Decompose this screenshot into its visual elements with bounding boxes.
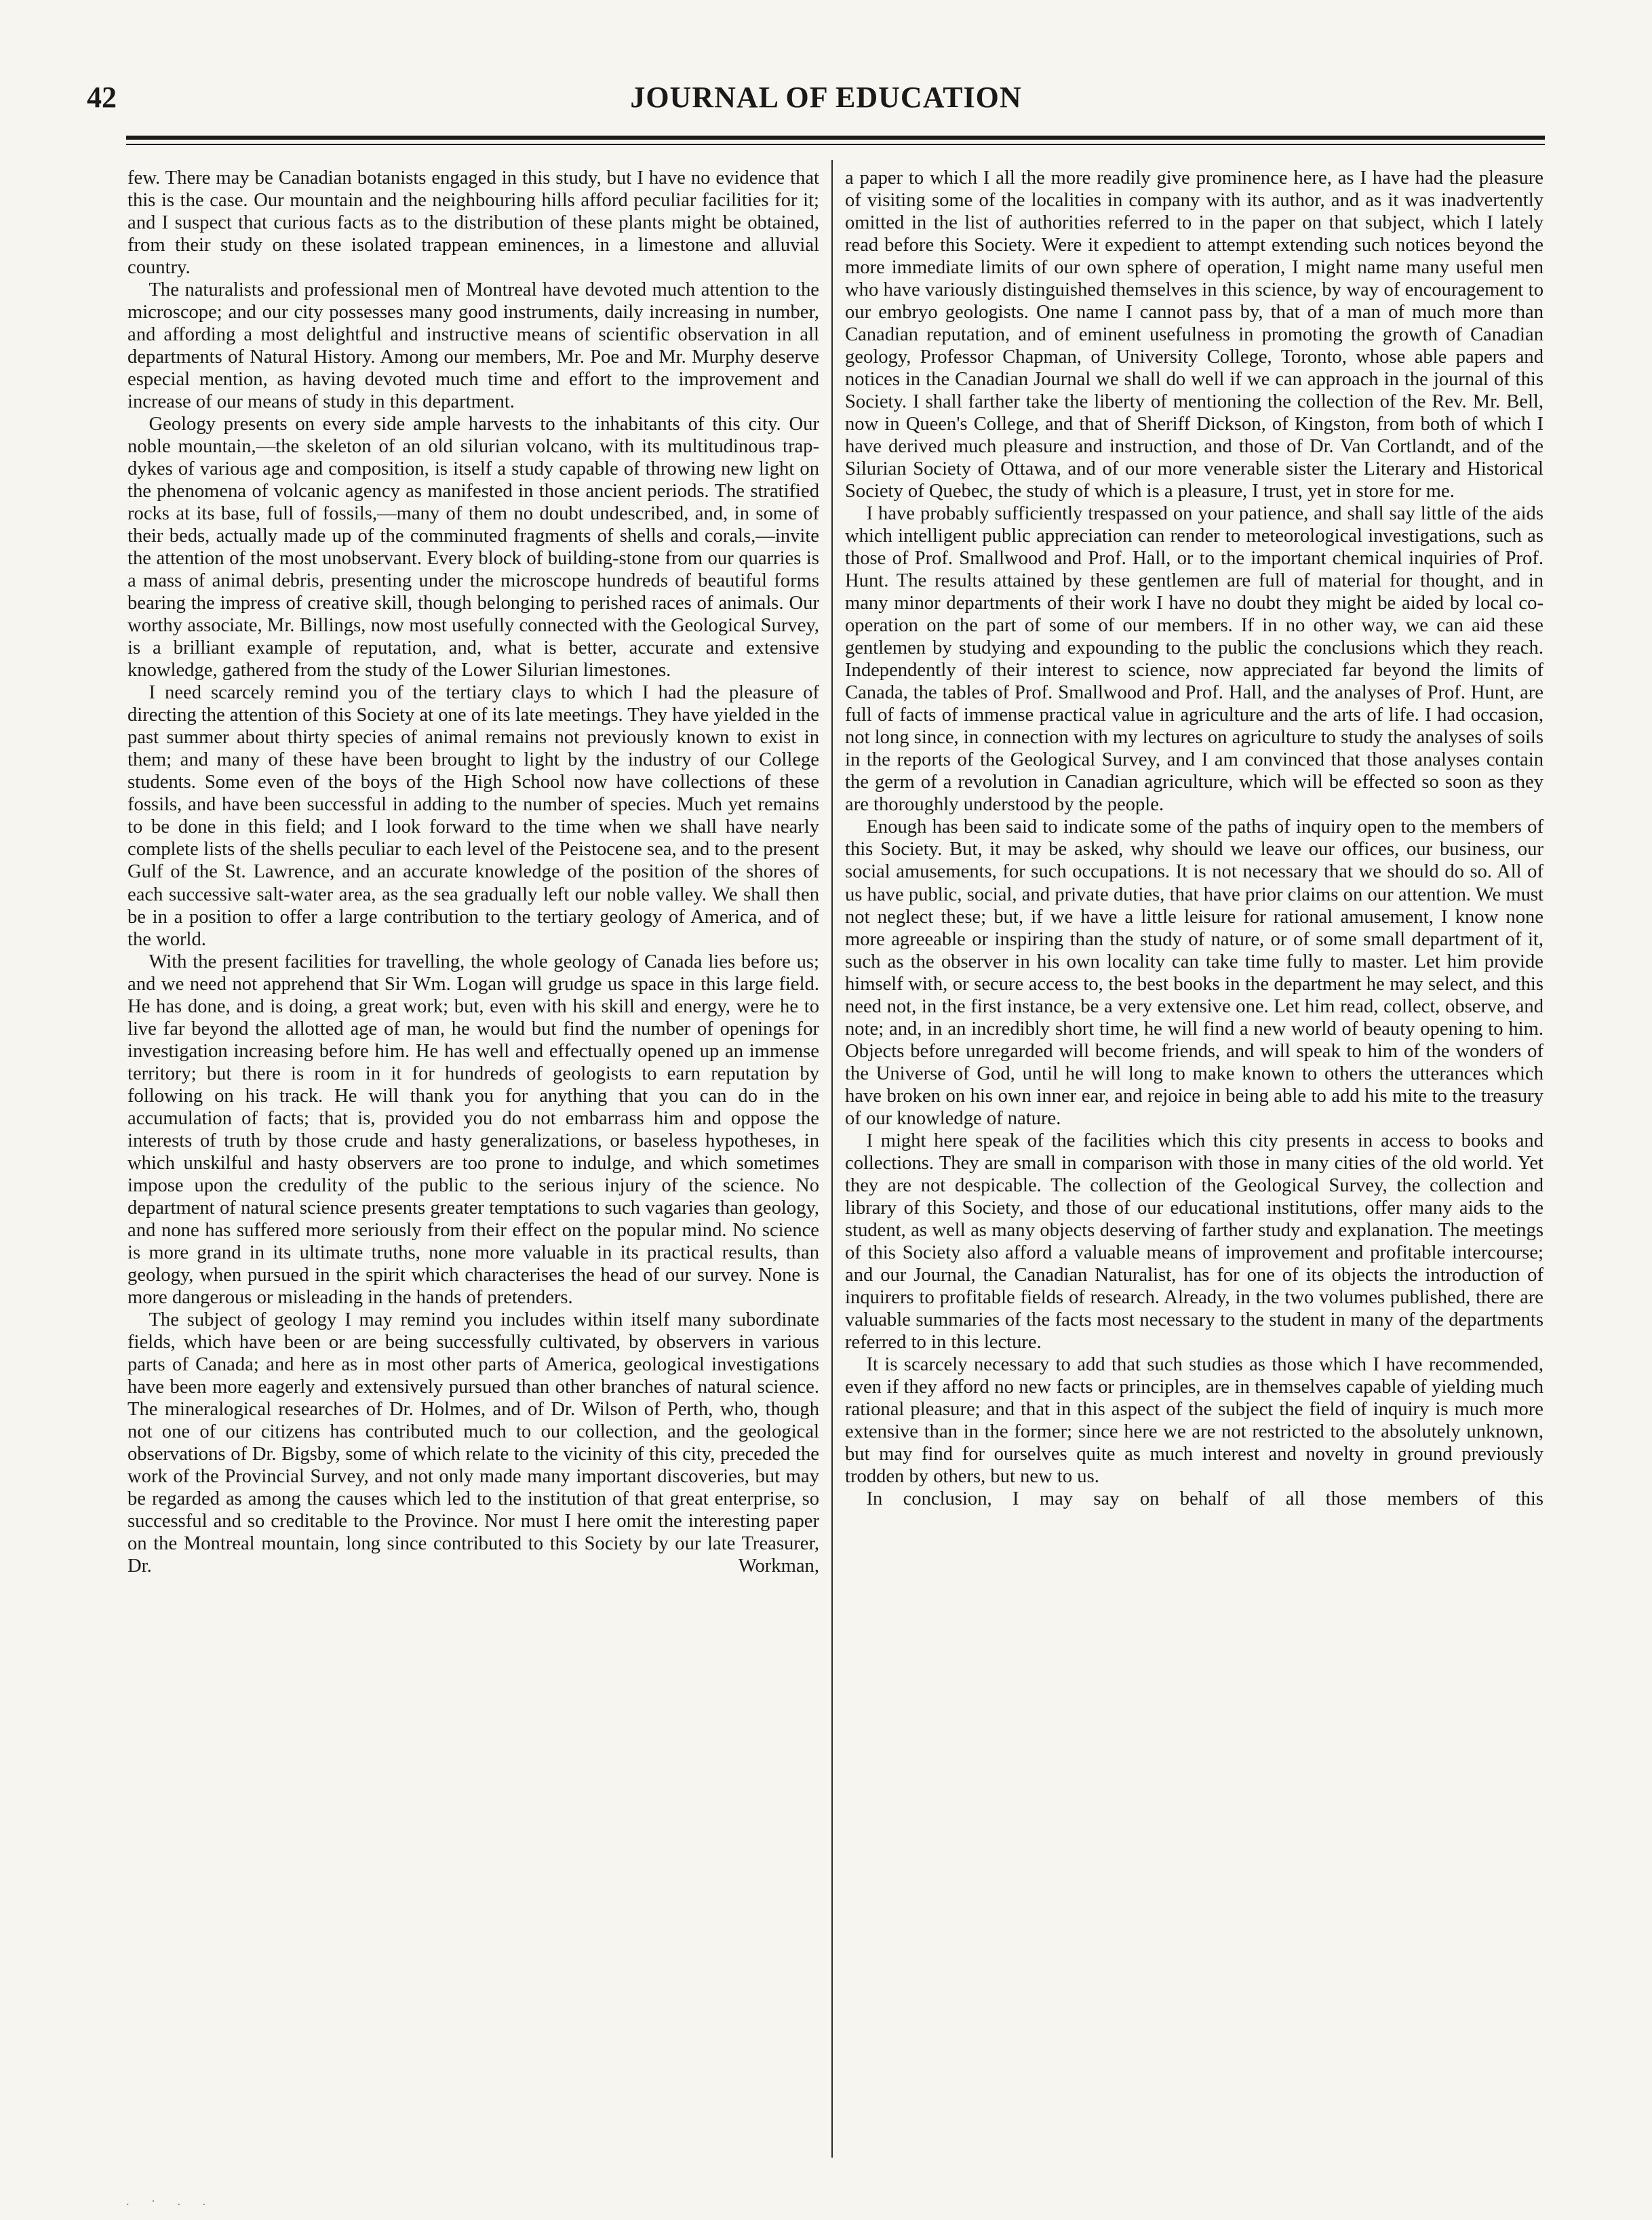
right-column: [845, 167, 1543, 2175]
header-rule-thin: [126, 144, 1545, 145]
paragraph: The naturalists and professional men of Montreal have devoted much attention to the microscope; and our city possesses many good instruments, daily increasing in number, and affording a most delightful and instructive means of scientific observation in all departments of Natural History. Among our members, Mr. Poe and Mr. Murphy deserve especial mention, as having devoted much time and effort to the improvement and increase of our means of study in this department.: [127, 279, 819, 413]
running-head-title: JOURNAL OF EDUCATION: [630, 81, 1022, 114]
paragraph: I have probably sufficiently trespassed on your patience, and shall say little of the aids which intelligent public appreciation can render to meteorological investigations, such as those of Prof. Smallwood and Prof. Hall, or to the important chemical inquiries of Prof. Hunt. The results attained by these gentlemen are full of material for thought, and in many minor departments of their work I have no doubt they might be aided by local co-operation on the part of some of our members. If in no other way, we can aid these gentlemen by studying and expounding to the public the conclusions which they reach. Independently of their interest to science, now appreciated far beyond the limits of Canada, the tables of Prof. Smallwood and Prof. Hall, and the analyses of Prof. Hunt, are full of facts of immense practical value in agriculture and the arts of life. I had occasion, not long since, in connection with my lectures on agriculture to study the analyses of soils in the reports of the Geological Survey, and I am convinced that those analyses contain the germ of a revolution in Canadian agriculture, which will be effected so soon as they are thoroughly understood by the people.: [845, 503, 1543, 816]
paragraph: few. There may be Canadian botanists engaged in this study, but I have no evidence that this is the case. Our mountain and the neighbouring hills afford peculiar facilities for it; and I suspect that curious facts as to the distribution of these plants might be obtained, from their study on these isolated trappean eminences, in a limestone and alluvial country.: [127, 167, 819, 279]
footer-print-marks: . · . .: [126, 2194, 215, 2208]
column-divider: [831, 160, 833, 2158]
paragraph: I need scarcely remind you of the tertiary clays to which I had the pleasure of directing the attention of this Society at one of its late meetings. They have yielded in the past summer about thirty species of animal remains not previously known to exist in them; and many of these have been brought to light by the industry of our College students. Some even of the boys of the High School now have collections of these fossils, and have been successful in adding to the number of species. Much yet remains to be done in this field; and I look forward to the time when we shall have nearly complete lists of the shells peculiar to each level of the Peistocene sea, and to the present Gulf of the St. Lawrence, and an accurate knowledge of the position of the shores of each successive salt-water area, as the sea gradually left our noble valley. We shall then be in a position to offer a large contribution to the tertiary geology of America, and of the world.: [127, 682, 819, 950]
paragraph: Geology presents on every side ample harvests to the inhabitants of this city. Our noble mountain,—the skeleton of an old silurian volcano, with its multitudinous trap-dykes of various age and composition, is itself a study capable of throwing new light on the phenomena of volcanic agency as manifested in those ancient periods. The stratified rocks at its base, full of fossils,—many of them no doubt undescribed, and, in some of their beds, actually made up of the comminuted fragments of shells and corals,—invite the attention of the most unobservant. Every block of building-stone from our quarries is a mass of animal debris, presenting under the microscope hundreds of beautiful forms bearing the impress of creative skill, though belonging to perished races of animals. Our worthy associate, Mr. Billings, now most usefully connected with the Geological Survey, is a brilliant example of reputation, and, what is better, accurate and extensive knowledge, gathered from the study of the Lower Silurian limestones.: [127, 414, 819, 681]
paragraph: I might here speak of the facilities which this city presents in access to books and collections. They are small in comparison with those in many cities of the old world. Yet they are not despicable. The collection of the Geological Survey, the collection and library of this Society, and those of our educational institutions, offer many aids to the student, as well as many objects deserving of farther study and explanation. The meetings of this Society also afford a valuable means of improvement and profitable intercourse; and our Journal, the Canadian Naturalist, has for one of its objects the introduction of inquirers to profitable fields of research. Already, in the two volumes published, there are valuable summaries of the facts most necessary to the student in many of the departments referred to in this lecture.: [845, 1130, 1543, 1353]
paragraph: a paper to which I all the more readily give prominence here, as I have had the pleasure of visiting some of the localities in company with its author, and as it was inadvertently omitted in the list of authorities referred to in the paper on that subject, which I lately read before this Society. Were it expedient to attempt extending such notices beyond the more immediate limits of our own sphere of operation, I might name many useful men who have variously distinguished themselves in this science, by way of encouragement to our embryo geologists. One name I cannot pass by, that of a man of much more than Canadian reputation, and of eminent usefulness in promoting the growth of Canadian geology, Professor Chapman, of University College, Toronto, whose able papers and notices in the Canadian Journal we shall do well if we can approach in the journal of this Society. I shall farther take the liberty of mentioning the collection of the Rev. Mr. Bell, now in Queen's College, and that of Sheriff Dickson, of Kingston, from both of which I have derived much pleasure and instruction, and those of Dr. Van Cortlandt, and of the Silurian Society of Ottawa, and of our more venerable sister the Literary and Historical Society of Quebec, the study of which is a pleasure, I trust, yet in store for me.: [845, 167, 1543, 502]
page-number: 42: [87, 81, 117, 114]
paragraph: The subject of geology I may remind you includes within itself many subordinate fields, which have been or are being successfully cultivated, by observers in various parts of Canada; and here as in most other parts of America, geological investigations have been more eagerly and extensively pursued than other branches of natural science. The mineralogical researches of Dr. Holmes, and of Dr. Wilson of Perth, who, though not one of our citizens has contributed much to our collection, and the geological observations of Dr. Bigsby, some of which relate to the vicinity of this city, preceded the work of the Provincial Survey, and not only made many important discoveries, but may be regarded as among the causes which led to the institution of that great enterprise, so successful and so creditable to the Province. Nor must I here omit the interesting paper on the Montreal mountain, long since contributed to this Society by our late Treasurer, Dr. Workman,: [127, 1309, 819, 1577]
paragraph: With the present facilities for travelling, the whole geology of Canada lies before us; and we need not apprehend that Sir Wm. Logan will grudge us space in this large field. He has done, and is doing, a great work; but, even with his skill and energy, were he to live far beyond the allotted age of man, he would but find the number of openings for investigation increasing before him. He has well and effectually opened up an immense territory; but there is room in it for hundreds of geologists to earn reputation by following on his track. He will thank you for anything that you can do in the accumulation of facts; that is, provided you do not embarrass him and oppose the interests of truth by those crude and hasty generalizations, or baseless hypotheses, in which unskilful and hasty observers are too prone to indulge, and which sometimes impose upon the credulity of the public to the serious injury of the science. No department of natural science presents greater temptations to such vagaries than geology, and none has suffered more seriously from their effect on the popular mind. No science is more grand in its ultimate truths, none more valuable in its practical results, than geology, when pursued in the spirit which characterises the head of our survey. None is more dangerous or misleading in the hands of pretenders.: [127, 951, 819, 1308]
paragraph: It is scarcely necessary to add that such studies as those which I have recommended, even if they afford no new facts or principles, are in themselves capable of yielding much rational pleasure; and that in this aspect of the subject the field of inquiry is much more extensive than in the former; since here we are not restricted to the absolutely unknown, but may find for ourselves quite as much interest and novelty in ground previously trodden by others, but new to us.: [845, 1353, 1543, 1487]
left-column: [127, 167, 819, 2175]
header-rule-thick: [126, 136, 1545, 140]
paragraph: In conclusion, I may say on behalf of all those members of this: [866, 1488, 1543, 1509]
paragraph: Enough has been said to indicate some of the paths of inquiry open to the members of this Society. But, it may be asked, why should we leave our offices, our business, our social amusements, for such occupations. It is not necessary that we should do so. All of us have public, social, and private duties, that have prior claims on our attention. We must not neglect these; but, if we have a little leisure for rational amusement, I know none more agreeable or inspiring than the study of nature, or of some small department of it, such as the observer in his own locality can take time fully to master. Let him provide himself with, or secure access to, the best books in the department he may select, and this need not, in the first instance, be a very extensive one. Let him read, collect, observe, and note; and, in an incredibly short time, he will find a new world of beauty opening to him. Objects before unregarded will become friends, and will speak to him of the wonders of the Universe of God, until he will long to make known to others the utterances which have broken on his own inner ear, and rejoice in being able to add his mite to the treasury of our knowledge of nature.: [845, 816, 1543, 1129]
